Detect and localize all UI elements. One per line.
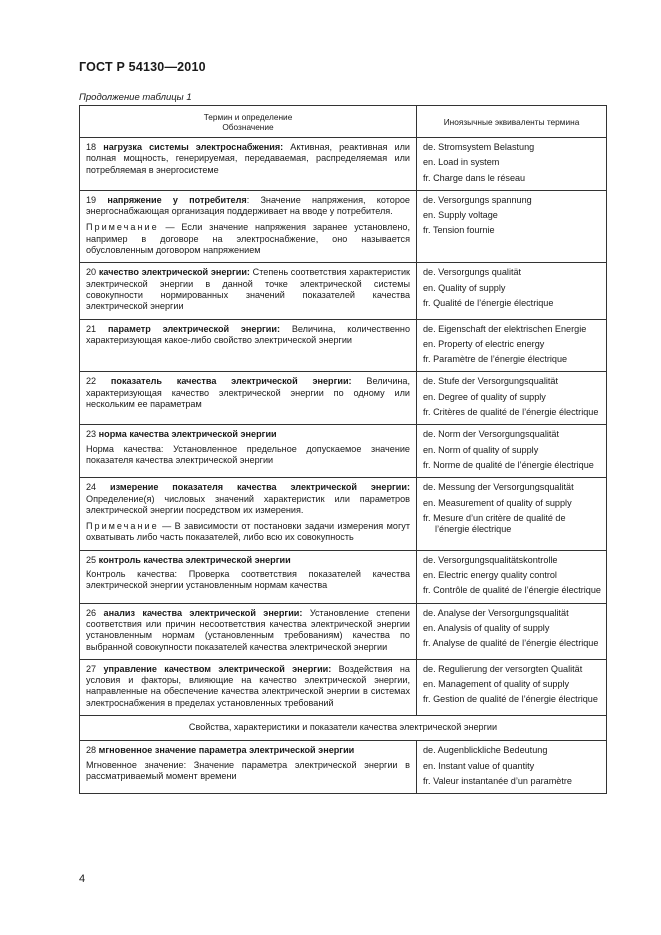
term-cell: 18 нагрузка системы электроснабжения: Активная, реактивная или полная мощность, генерируемая, передаваемая, распределяемая или потребляемая в энергосистеме: [80, 138, 417, 191]
equiv-de: de. Eigenschaft der elektrischen Energie: [423, 323, 587, 334]
table-header-row: [80, 106, 607, 138]
equiv-en: en. Norm of quality of supply: [423, 444, 539, 455]
table-row: [80, 741, 607, 794]
term-name: контроль качества электрической энергии: [98, 554, 291, 565]
term-name: измерение показателя качества электрической энергии:: [110, 482, 410, 493]
term-cell: 21 параметр электрической энергии: Величина, количественно характеризующая какое-либо свойство электрической энергии: [80, 319, 417, 372]
term-cell: 26 анализ качества электрической энергии: Установление степени соответствия или причин несоответствия качества электрической энергии установленным нормам (установленным требованиям) качества по выбранной совокупности показателей качества электрической энергии: [80, 603, 417, 659]
table-row: [80, 659, 607, 715]
table-row: [80, 478, 607, 550]
equiv-en: en. Measurement of quality of supply: [423, 497, 572, 508]
equiv-cell: [417, 659, 607, 715]
equiv-cell: [417, 425, 607, 478]
table-row: [80, 263, 607, 319]
section-heading-row: [80, 715, 607, 740]
equiv-de: de. Messung der Versorgungsqualität: [423, 482, 574, 493]
term-name: нагрузка системы электроснабжения:: [103, 142, 284, 152]
equiv-de: de. Regulierung der versorgten Qualität: [423, 663, 583, 674]
term-name: качество электрической энергии:: [98, 267, 250, 278]
equiv-fr: fr. Charge dans le réseau: [423, 172, 526, 183]
terms-table: [79, 105, 607, 794]
term-definition: Контроль качества: Проверка соответствия показателей качества электрической энергии установленным нормам качества: [86, 569, 410, 591]
equiv-fr: fr. Norme de qualité de l’énergie électrique: [423, 459, 594, 470]
table-row: [80, 550, 607, 603]
term-name: напряжение у потребителя: [107, 194, 247, 205]
equiv-fr: fr. Valeur instantanée d’un paramètre: [423, 775, 572, 786]
term-cell: 25 контроль качества электрической энергии Контроль качества: Проверка соответствия показателей качества электрической энергии установленным нормам качества: [80, 550, 417, 603]
equiv-de: de. Stromsystem Belastung: [423, 142, 535, 152]
equiv-cell: [417, 372, 607, 425]
equiv-de: de. Versorgungs spannung: [423, 194, 532, 205]
equiv-en: en. Quality of supply: [423, 282, 506, 293]
table-row: [80, 138, 607, 191]
note-label: Примечание: [86, 521, 159, 532]
term-definition: Мгновенное значение: Значение параметра электрической энергии в рассматриваемый момент времени: [86, 759, 410, 781]
equiv-en: en. Analysis of quality of supply: [423, 622, 550, 633]
equiv-cell: [417, 741, 607, 794]
term-name: анализ качества электрической энергии:: [103, 607, 303, 618]
equiv-en: en. Property of electric energy: [423, 338, 545, 349]
equiv-fr: fr. Tension fournie: [423, 225, 495, 236]
equiv-de: de. Versorgungsqualitätskontrolle: [423, 554, 558, 565]
equiv-en: en. Management of quality of supply: [423, 679, 570, 690]
equiv-fr: fr. Contrôle de qualité de l’énergie électrique: [423, 585, 601, 596]
equiv-cell: [417, 138, 607, 191]
table-row: [80, 319, 607, 372]
equiv-en: en. Instant value of quantity: [423, 760, 535, 771]
header-term: Термин и определение Обозначение: [80, 106, 417, 138]
term-name: норма качества электрической энергии: [98, 429, 277, 440]
term-name: управление качеством электрической энергии:: [103, 663, 332, 674]
term-cell: 22 показатель качества электрической энергии: Величина, характеризующая качество электрической энергии по одному или нескольким ее параметрам: [80, 372, 417, 425]
term-name: параметр электрической энергии:: [107, 323, 281, 334]
equiv-fr: fr. Paramètre de l’énergie électrique: [423, 354, 568, 365]
equiv-cell: [417, 550, 607, 603]
equiv-cell: [417, 478, 607, 550]
table-row: [80, 372, 607, 425]
equiv-cell: [417, 263, 607, 319]
equiv-cell: [417, 319, 607, 372]
term-cell: 23 норма качества электрической энергии Норма качества: Установленное предельное допускаемое значение показателя качества электрической энергии: [80, 425, 417, 478]
note-label: Примечание: [86, 222, 159, 233]
table-row: [80, 603, 607, 659]
table-row: [80, 190, 607, 262]
equiv-de: de. Stufe der Versorgungsqualität: [423, 376, 558, 387]
equiv-fr: fr. Gestion de qualité de l’énergie électrique: [423, 694, 598, 705]
equiv-cell: [417, 603, 607, 659]
page-number: 4: [79, 873, 86, 885]
equiv-fr: fr. Mesure d’un critère de qualité de l’énergie électrique: [423, 512, 566, 535]
equiv-en: en. Load in system: [423, 157, 500, 168]
document-title: ГОСТ Р 54130—2010: [79, 60, 206, 74]
equiv-en: en. Electric energy quality control: [423, 570, 557, 581]
term-name: мгновенное значение параметра электрической энергии: [98, 745, 355, 756]
term-cell: 28 мгновенное значение параметра электрической энергии Мгновенное значение: Значение параметра электрической энергии в рассматриваемый момент времени: [80, 741, 417, 794]
term-cell: 27 управление качеством электрической энергии: Воздействия на условия и факторы, влияющие на качество электрической энергии, направленные на обеспечение качества электрической энергии в системах электроснабжения в пределах установленных требований: [80, 659, 417, 715]
equiv-de: de. Norm der Versorgungsqualität: [423, 429, 559, 440]
term-cell: 24 измерение показателя качества электрической энергии: Определение(я) числовых значений характеристик или параметров электрической энергии посредством их измерения. Примечание — В зависимости от постановки задачи измерения могут охватывать либо часть показателей, либо всю их совокупность: [80, 478, 417, 550]
equiv-fr: fr. Qualité de l’énergie électrique: [423, 297, 554, 308]
header-equivalents: Иноязычные эквиваленты термина: [417, 106, 607, 138]
equiv-de: de. Analyse der Versorgungsqualität: [423, 607, 569, 618]
section-heading: Свойства, характеристики и показатели качества электрической энергии: [80, 715, 607, 740]
equiv-fr: fr. Analyse de qualité de l’énergie électrique: [423, 638, 599, 649]
equiv-de: de. Versorgungs qualität: [423, 267, 522, 278]
table-row: [80, 425, 607, 478]
term-definition: Норма качества: Установленное предельное допускаемое значение показателя качества электрической энергии: [86, 443, 410, 465]
equiv-de: de. Augenblickliche Bedeutung: [423, 745, 548, 756]
term-cell: 20 качество электрической энергии: Степень соответствия характеристик электрической энергии в данной точке электрической системы совокупности нормированных значений показателей качества электрической энергии: [80, 263, 417, 319]
equiv-fr: fr. Critères de qualité de l’énergie électrique: [423, 407, 599, 418]
equiv-en: en. Supply voltage: [423, 210, 498, 221]
term-cell: 19 напряжение у потребителя: Значение напряжения, которое энергоснабжающая организация поддерживает на вводе у потребителя. Примечание — Если значение напряжения заранее установлено, например в договоре на электроснабжение, оно называется обусловленным договором напряжением: [80, 190, 417, 262]
term-name: показатель качества электрической энергии:: [110, 376, 352, 387]
equiv-cell: [417, 190, 607, 262]
table-continuation-label: Продолжение таблицы 1: [79, 92, 192, 103]
equiv-en: en. Degree of quality of supply: [423, 391, 546, 402]
